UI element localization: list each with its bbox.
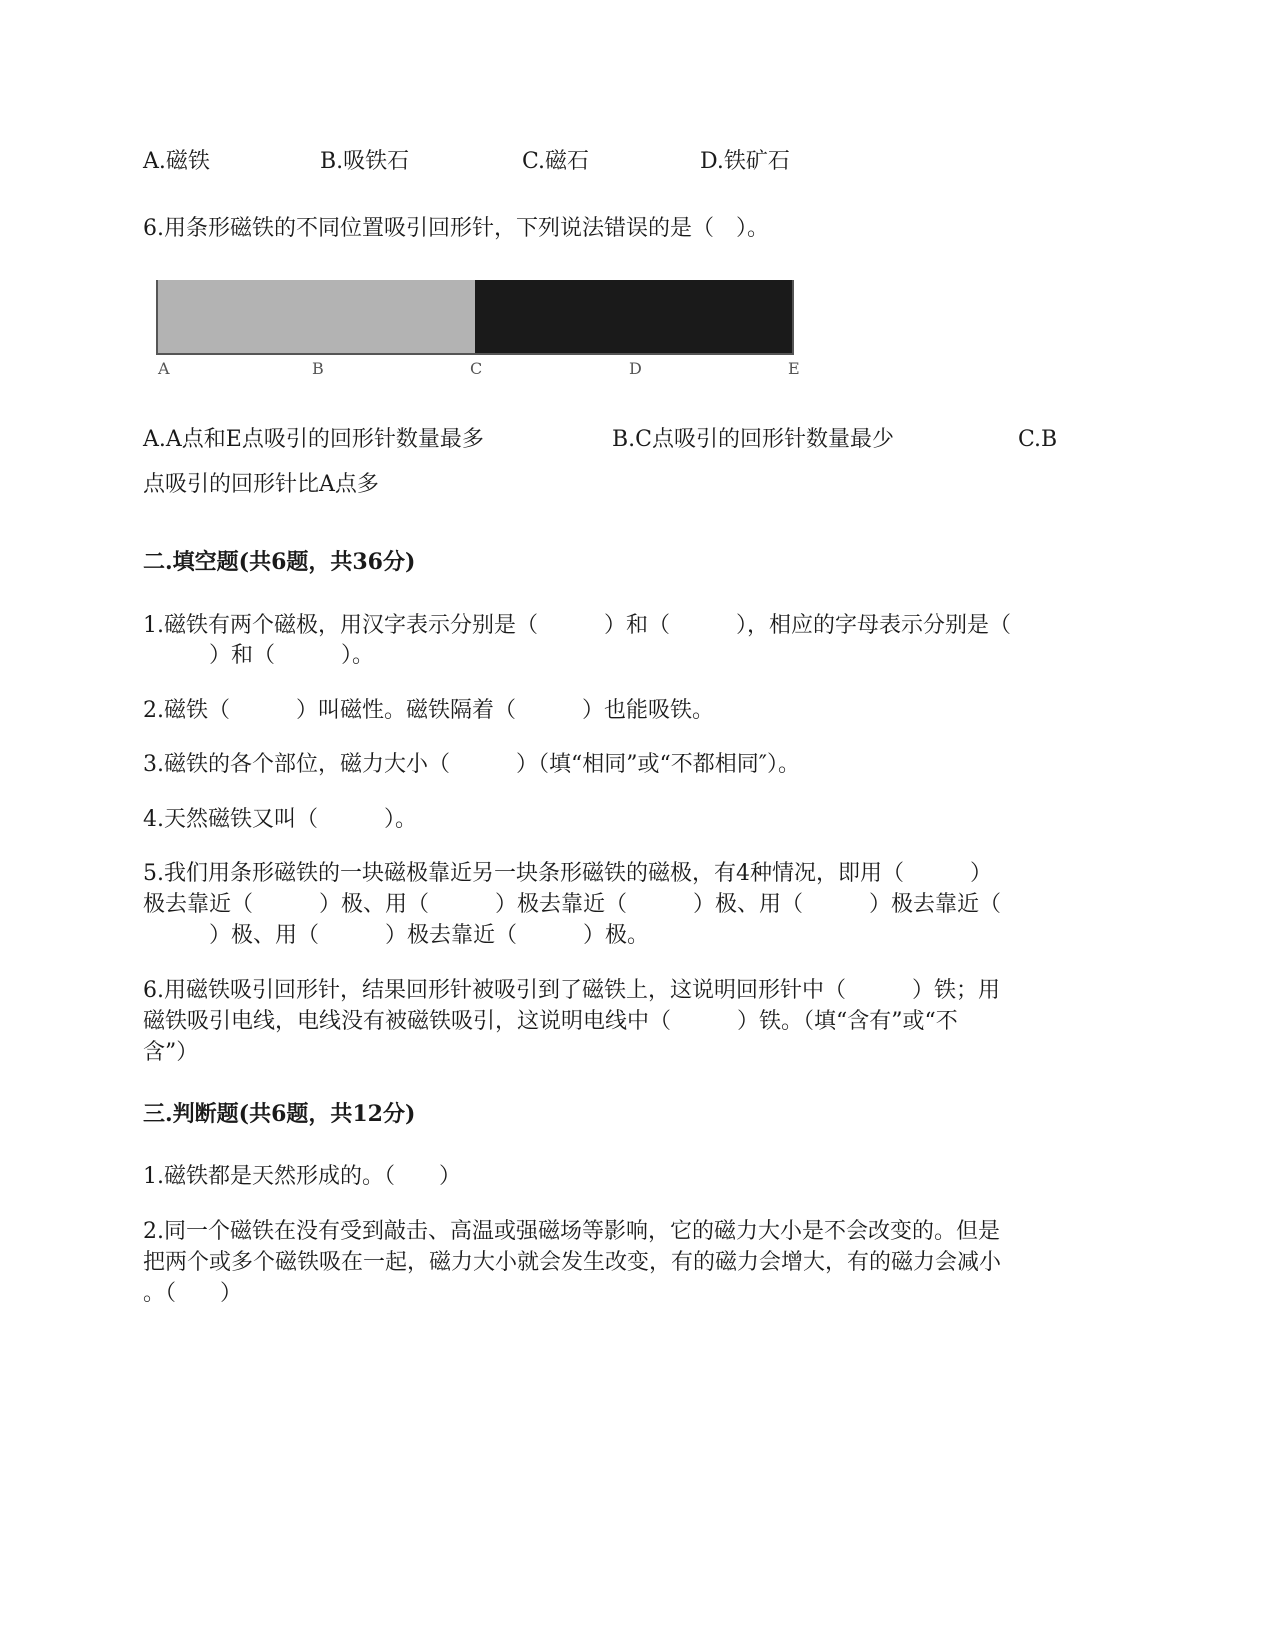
fill-q5-line3: ）极、用（ ）极去靠近（ ）极。 — [143, 923, 650, 948]
q6-option-a: A.A点和E点吸引的回形针数量最多 — [143, 427, 484, 452]
fill-q5-line2: 极去靠近（ ）极、用（ ）极去靠近（ ）极、用（ ）极去靠近（ — [143, 892, 1002, 917]
judge-q2-line1: 2.同一个磁铁在没有受到敲击、高温或强磁场等影响，它的磁力大小是不会改变的。但是 — [143, 1219, 1000, 1244]
point-label-c: C — [470, 359, 483, 378]
bar-magnet-diagram — [150, 280, 840, 390]
question-6-text: 6.用条形磁铁的不同位置吸引回形针，下列说法错误的是（ ）。 — [143, 216, 769, 241]
fill-q3: 3.磁铁的各个部位，磁力大小（ ）（填“相同”或“不都相同″）。 — [143, 752, 800, 777]
q5-option-b: B.吸铁石 — [320, 149, 410, 174]
q6-option-c-start: C.B — [1018, 427, 1058, 452]
fill-q6-line2: 磁铁吸引电线，电线没有被磁铁吸引，这说明电线中（ ）铁。（填“含有”或“不 — [143, 1009, 958, 1034]
q6-option-c-cont: 点吸引的回形针比A点多 — [143, 472, 379, 497]
section-2-title: 二.填空题(共6题，共36分) — [143, 549, 416, 575]
judge-q2-line3: 。（ ） — [143, 1281, 243, 1306]
point-label-e: E — [788, 359, 800, 378]
section-3-title: 三.判断题(共6题，共12分) — [143, 1101, 416, 1127]
magnet-left-half — [157, 280, 475, 354]
q5-option-a: A.磁铁 — [143, 149, 210, 174]
bar-magnet-svg — [150, 280, 840, 390]
q5-option-d: D.铁矿石 — [700, 149, 790, 174]
fill-q1-line1: 1.磁铁有两个磁极，用汉字表示分别是（ ）和（ ），相应的字母表示分别是（ — [143, 613, 1011, 638]
fill-q1-line2: ）和（ ）。 — [143, 643, 375, 668]
judge-q2-line2: 把两个或多个磁铁吸在一起，磁力大小就会发生改变，有的磁力会增大，有的磁力会减小 — [143, 1250, 1002, 1275]
fill-q4: 4.天然磁铁又叫（ ）。 — [143, 807, 417, 832]
fill-q6-line1: 6.用磁铁吸引回形针，结果回形针被吸引到了磁铁上，这说明回形针中（ ）铁；用 — [143, 978, 1000, 1003]
fill-q5-line1: 5.我们用条形磁铁的一块磁极靠近另一块条形磁铁的磁极，有4种情况，即用（ ） — [143, 861, 992, 886]
fill-q6-line3: 含”） — [143, 1040, 199, 1065]
magnet-right-half — [475, 280, 793, 354]
fill-q2: 2.磁铁（ ）叫磁性。磁铁隔着（ ）也能吸铁。 — [143, 698, 714, 723]
point-label-b: B — [312, 359, 324, 378]
q5-option-c: C.磁石 — [522, 149, 590, 174]
q6-option-b: B.C点吸引的回形针数量最少 — [612, 427, 894, 452]
point-label-d: D — [629, 359, 642, 378]
point-label-a: A — [158, 359, 170, 378]
judge-q1: 1.磁铁都是天然形成的。（ ） — [143, 1164, 461, 1189]
